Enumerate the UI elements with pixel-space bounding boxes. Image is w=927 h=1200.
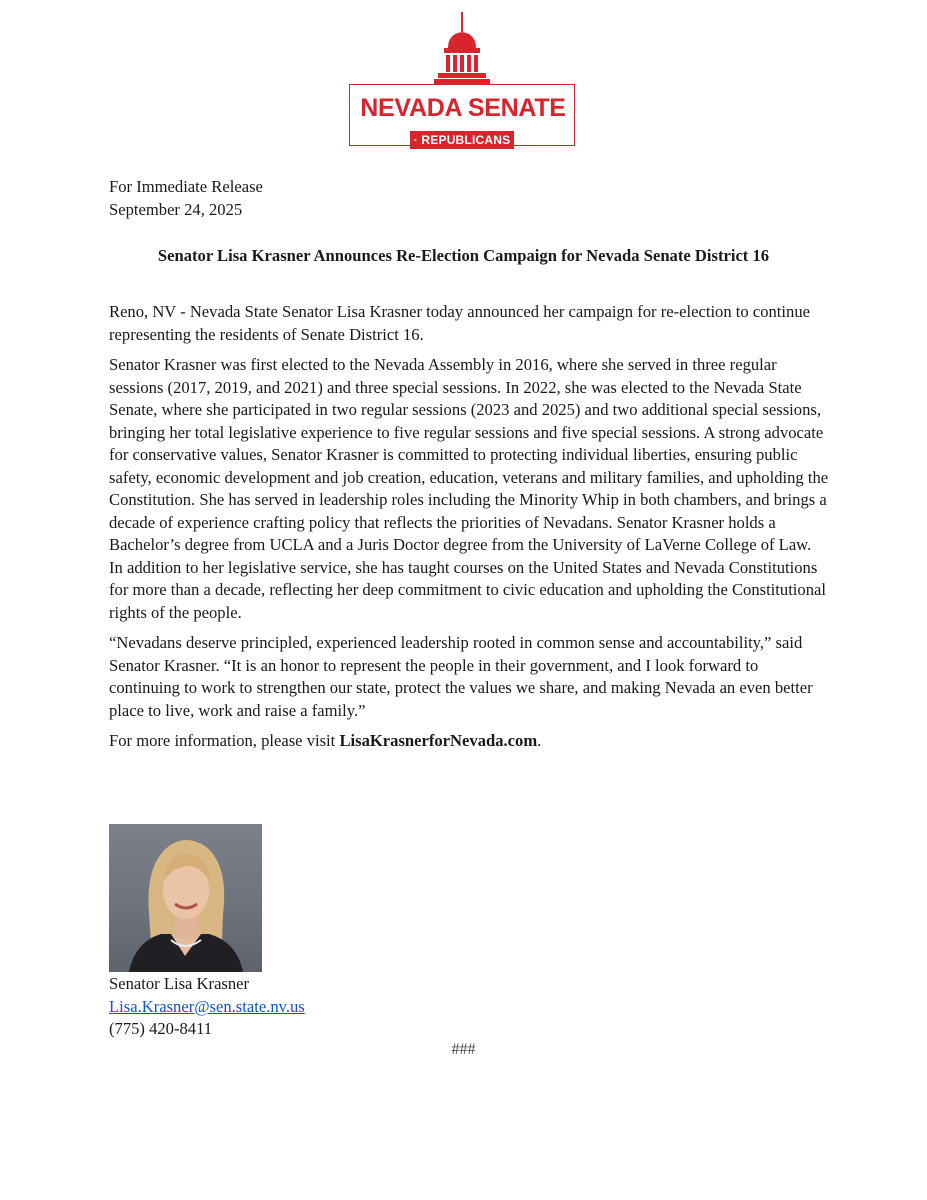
contact-email-link[interactable]: Lisa.Krasner@sen.state.nv.us: [109, 996, 305, 1016]
contact-name: Senator Lisa Krasner: [109, 974, 250, 993]
senator-portrait-photo: [109, 824, 262, 972]
logo-subtitle: · REPUBLICANS ·: [410, 131, 514, 149]
paragraph-intro: Reno, NV - Nevada State Senator Lisa Krasner today announced her campaign for re-election to continue representing the residents of Senate District 16.: [109, 302, 810, 344]
logo-title: NEVADA SENATE: [360, 94, 566, 122]
paragraph-quote: “Nevadans deserve principled, experienced leadership rooted in common sense and accountability,” said Senator Krasner. “It is an honor to represent the people in their government, and I look forward to continuing to work to strengthen our state, protect the values we share, and making Nevada an even better place to live, work and raise a family.”: [109, 633, 813, 720]
release-date: September 24, 2025: [109, 199, 243, 219]
contact-phone: (775) 420-8411: [109, 1019, 213, 1038]
more-info-suffix: .: [537, 731, 542, 750]
campaign-website: LisaKrasnerforNevada.com: [339, 731, 538, 750]
more-info-text: For more information, please visit: [109, 731, 340, 750]
paragraph-biography: Senator Krasner was first elected to the Nevada Assembly in 2016, where she served in three regular sessions (2017, 2019, and 2021) and three special sessions. In 2022, she was elected to the Nevada State Senate, where she participated in two regular sessions (2023 and 2025) and two additional special sessions, bringing her total legislative experience to five regular sessions and five special sessions. A strong advocate for conservative values, Senator Krasner is committed to protecting individual liberties, ensuring public safety, economic development and job creation, education, veterans and military families, and upholding the Constitution. She has served in leadership roles including the Minority Whip in both chambers, and brings a decade of experience crafting policy that reflects the priorities of Nevadans. Senator Krasner holds a Bachelor’s degree from UCLA and a Juris Doctor degree from the University of LaVerne College of Law. In addition to her legislative service, she has taught courses on the United States and Nevada Constitutions for more than a decade, reflecting her deep commitment to civic education and upholding the Constitutional rights of the people.: [109, 355, 829, 622]
capitol-dome-icon: [432, 12, 492, 88]
contact-info: [109, 973, 305, 1041]
release-info: [109, 176, 263, 221]
nevada-senate-republicans-logo: [349, 12, 579, 165]
press-release-body: [109, 301, 829, 761]
release-label: For Immediate Release: [109, 177, 263, 196]
headline: Senator Lisa Krasner Announces Re-Election Campaign for Nevada Senate District 16: [157, 246, 770, 265]
logo-frame: [349, 84, 575, 165]
end-mark: ###: [451, 1041, 476, 1058]
paragraph-more-info: [109, 730, 829, 753]
